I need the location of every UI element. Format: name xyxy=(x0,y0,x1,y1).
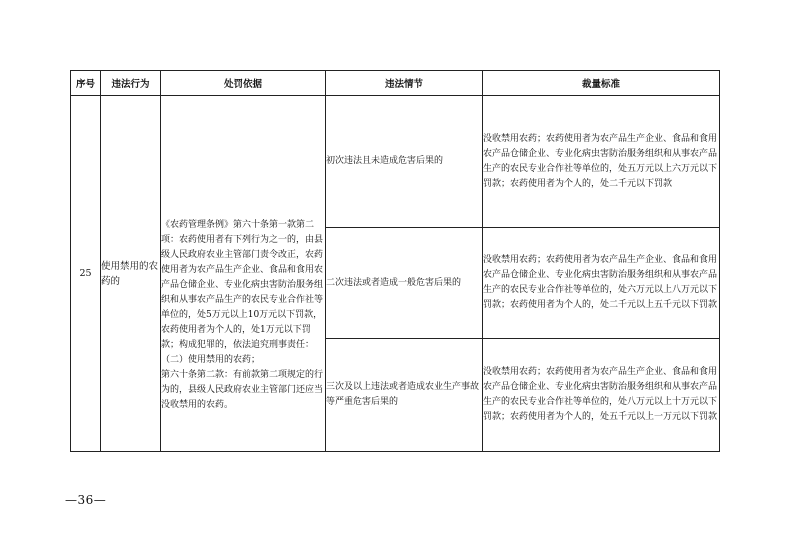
table-header-row xyxy=(71,71,720,96)
standard-cell: 没收禁用农药；农药使用者为农产品生产企业、食品和食用农产品仓储企业、专业化病虫害防治服务组织和从事农产品生产的农民专业合作社等单位的，处八万元以上十万元以下罚款；农药使用者为个人的，处五千元以上一万元以下罚款 xyxy=(483,339,720,452)
basis-paragraph-1: 《农药管理条例》第六十条第一款第二项：农药使用者有下列行为之一的，由县级人民政府农业主管部门责令改正，农药使用者为农产品生产企业、食品和食用农产品仓储企业、专业化病虫害防治服务组织和从事农产品生产的农民专业合作社等单位的，处5万元以上10万元以下罚款，农药使用者为个人的，处1万元以下罚款；构成犯罪的，依法追究刑事责任：（二）使用禁用的农药； xyxy=(161,219,324,365)
penalty-table xyxy=(70,70,720,452)
table-row xyxy=(71,96,720,228)
seq-cell: 25 xyxy=(71,96,101,452)
standard-cell: 没收禁用农药；农药使用者为农产品生产企业、食品和食用农产品仓储企业、专业化病虫害防治服务组织和从事农产品生产的农民专业合作社等单位的，处五万元以上六万元以下罚款；农药使用者为个人的，处二千元以下罚款 xyxy=(483,96,720,228)
standard-cell: 没收禁用农药；农药使用者为农产品生产企业、食品和食用农产品仓储企业、专业化病虫害防治服务组织和从事农产品生产的农民专业合作社等单位的，处六万元以上八万元以下罚款；农药使用者为个人的，处二千元以上五千元以下罚款 xyxy=(483,228,720,339)
basis-cell xyxy=(161,96,326,452)
header-violation: 违法行为 xyxy=(101,71,161,96)
header-basis: 处罚依据 xyxy=(161,71,326,96)
situation-cell: 二次违法或者造成一般危害后果的 xyxy=(326,228,483,339)
violation-cell: 使用禁用的农药的 xyxy=(101,96,161,452)
page-number: —36— xyxy=(65,493,107,507)
situation-cell: 初次违法且未造成危害后果的 xyxy=(326,96,483,228)
header-situation: 违法情节 xyxy=(326,71,483,96)
header-seq: 序号 xyxy=(71,71,101,96)
header-standard: 裁量标准 xyxy=(483,71,720,96)
basis-paragraph-2: 第六十条第二款：有前款第二项规定的行为的，县级人民政府农业主管部门还应当没收禁用的农药。 xyxy=(161,369,324,410)
situation-cell: 三次及以上违法或者造成农业生产事故等严重危害后果的 xyxy=(326,339,483,452)
